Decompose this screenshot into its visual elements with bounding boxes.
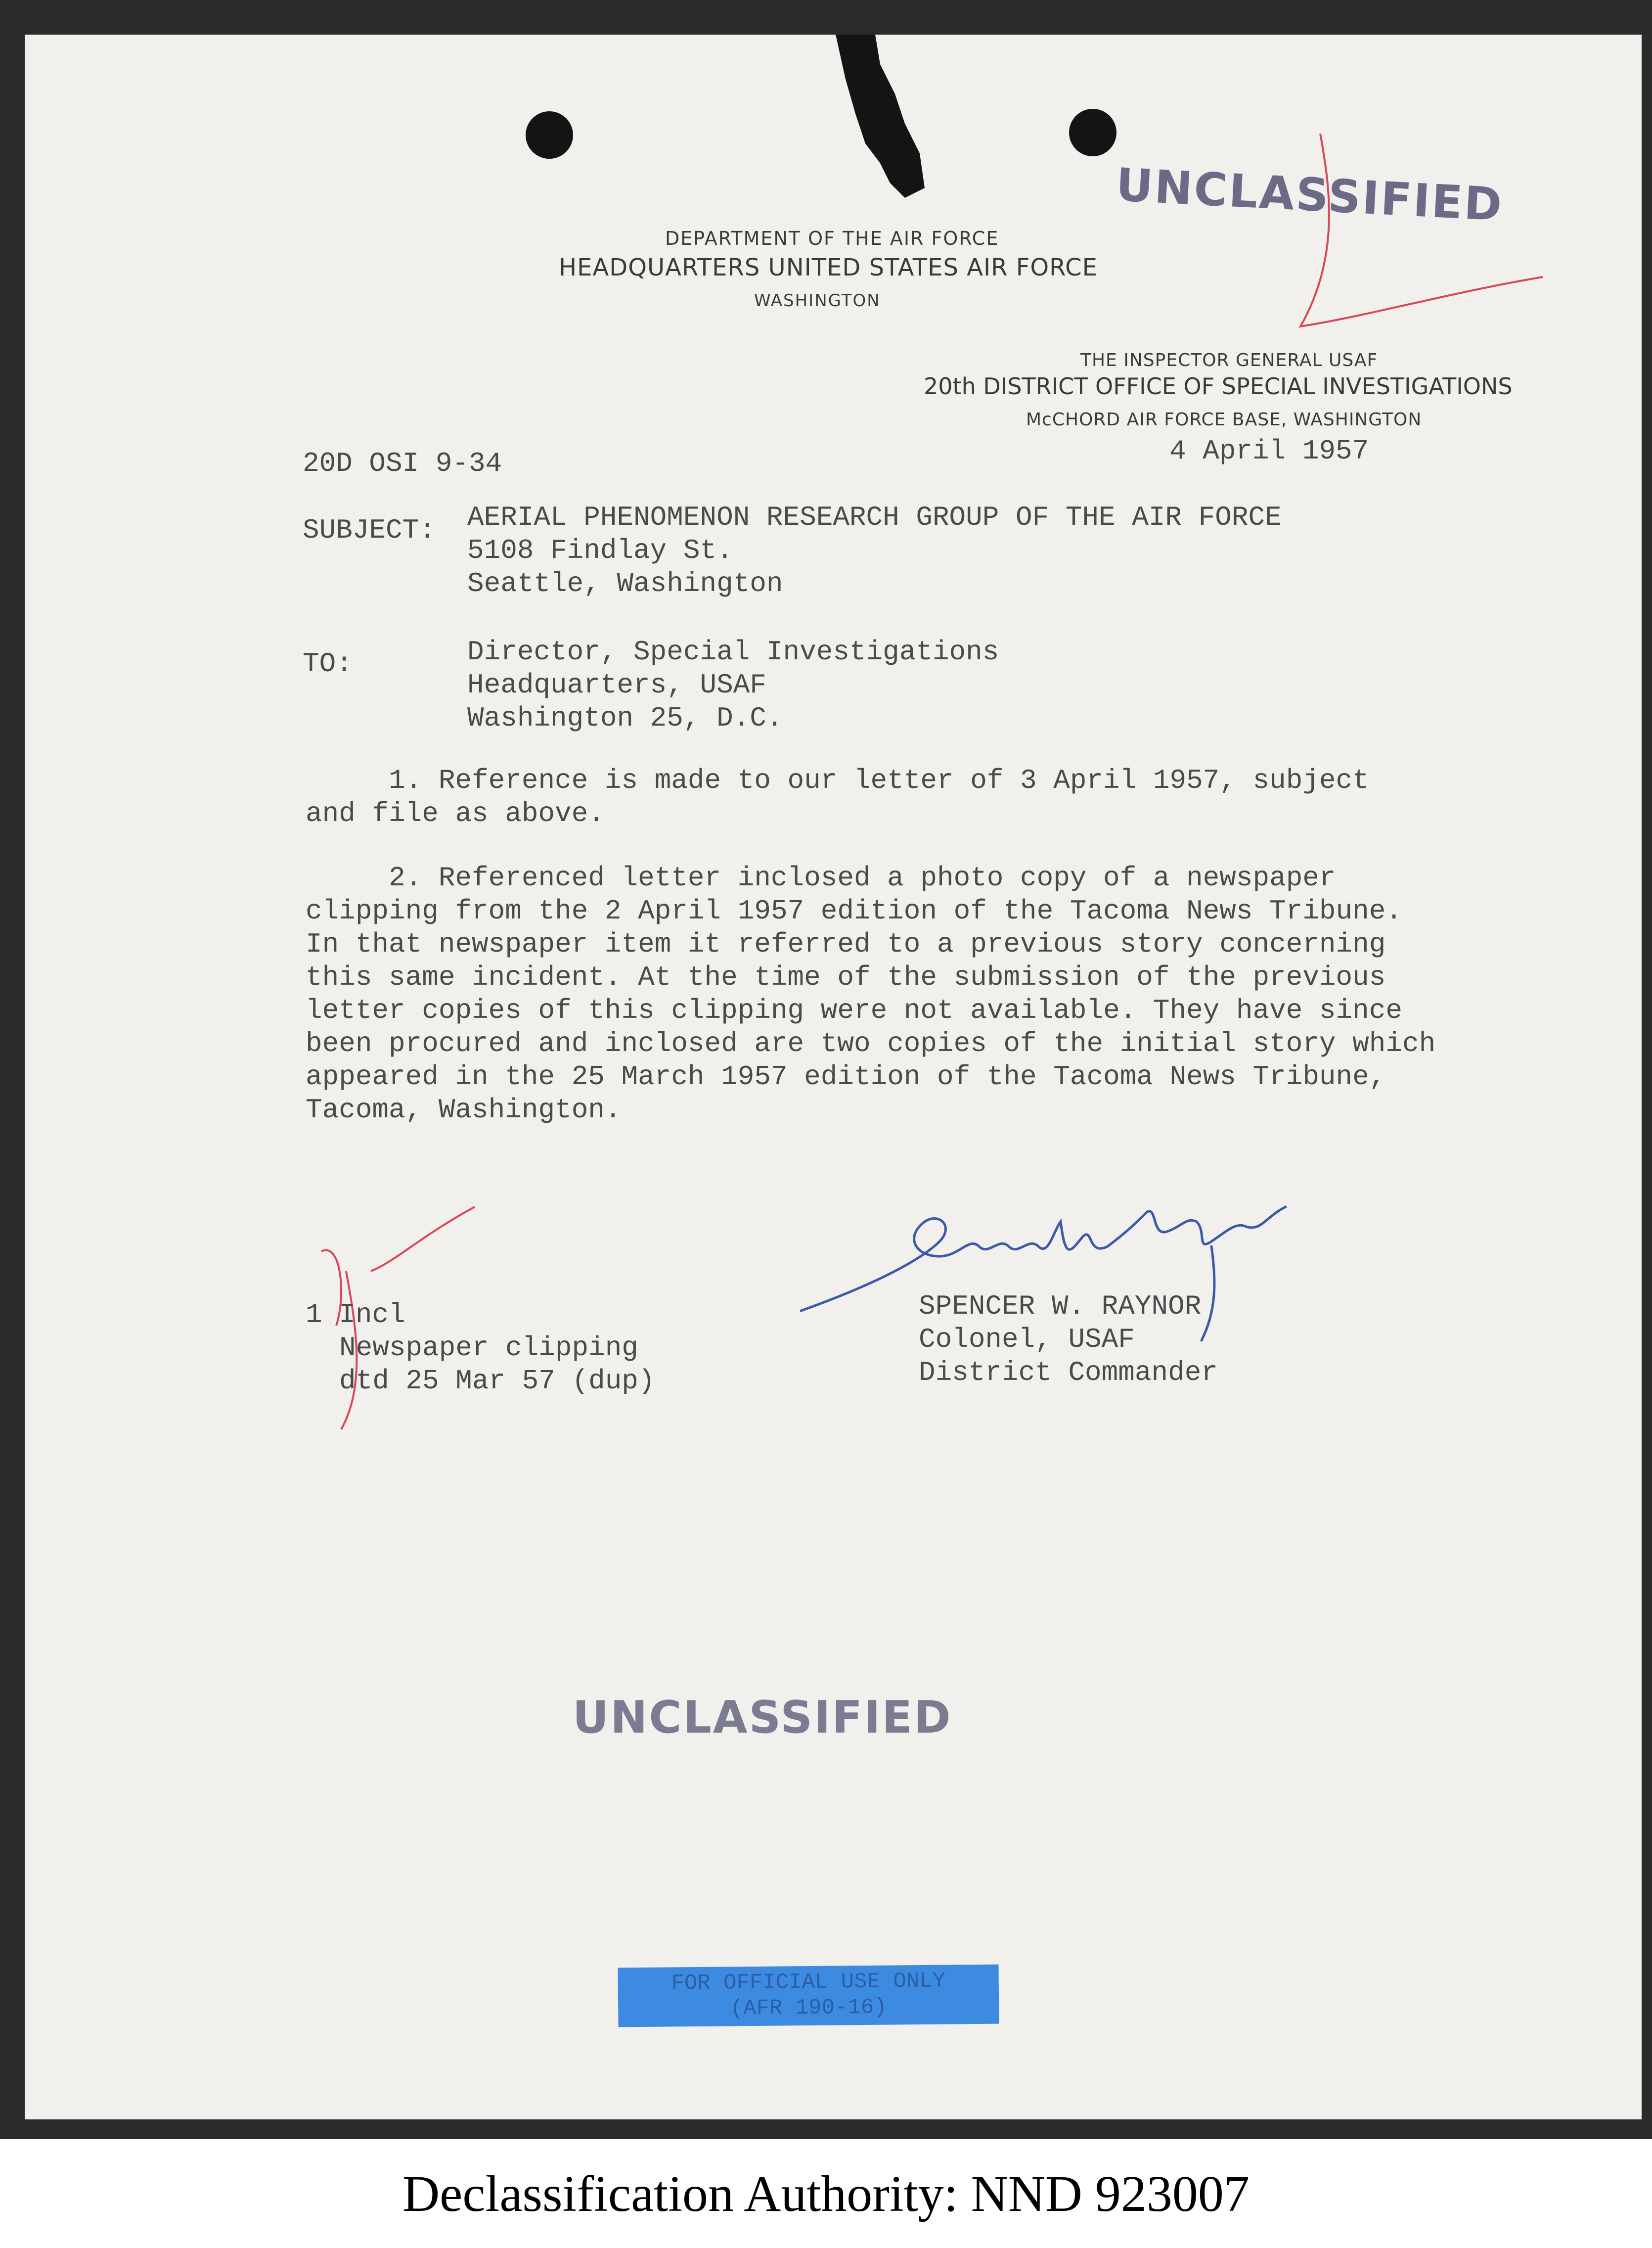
declassification-authority: Declassification Authority: NND 923007 — [402, 2165, 1250, 2222]
paragraph-line: been procured and inclosed are two copies of the initial story which — [306, 1028, 1436, 1059]
fouo-line-2: (AFR 190-16) — [730, 1995, 887, 2021]
signer-rank: Colonel, USAF — [919, 1324, 1135, 1355]
subject-block — [467, 501, 1282, 600]
letterhead-department: DEPARTMENT OF THE AIR FORCE — [665, 228, 999, 249]
letterhead-headquarters: HEADQUARTERS UNITED STATES AIR FORCE — [559, 254, 1098, 281]
paragraph-line: Tacoma, Washington. — [306, 1094, 622, 1126]
paragraph-line: letter copies of this clipping were not available. They have since — [306, 995, 1402, 1026]
paragraph-line: clipping from the 2 April 1957 edition of the Tacoma News Tribune. — [306, 895, 1402, 927]
paragraph-1 — [306, 764, 1369, 830]
paragraph-line: 1. Reference is made to our letter of 3 April 1957, subject — [389, 765, 1369, 796]
red-pencil-mark — [1266, 129, 1553, 386]
signer-title: District Commander — [919, 1357, 1218, 1388]
paragraph-line: In that newspaper item it referred to a previous story concerning — [306, 928, 1386, 960]
signature-block — [919, 1290, 1218, 1389]
to-line: Director, Special Investigations — [467, 636, 999, 668]
paragraph-line: this same incident. At the time of the submission of the previous — [306, 962, 1386, 993]
signer-name: SPENCER W. RAYNOR — [919, 1290, 1202, 1322]
paragraph-line: 2. Referenced letter inclosed a photo copy of a newspaper — [389, 862, 1336, 894]
torn-paper-mark — [821, 35, 935, 203]
to-block — [467, 636, 999, 735]
punch-hole-left — [526, 111, 573, 159]
office-base: McCHORD AIR FORCE BASE, WASHINGTON — [1026, 410, 1422, 430]
enclosure-line: Newspaper clipping — [339, 1332, 638, 1364]
to-line: Washington 25, D.C. — [467, 702, 783, 734]
paragraph-line: and file as above. — [306, 798, 605, 829]
enclosure-block — [306, 1298, 655, 1398]
subject-label: SUBJECT: — [303, 514, 436, 546]
paragraph-2 — [306, 862, 1435, 1127]
letterhead-city: WASHINGTON — [754, 291, 881, 311]
footer-bar — [0, 2139, 1652, 2248]
office-inspector-general: THE INSPECTOR GENERAL USAF — [1080, 350, 1378, 370]
subject-line: AERIAL PHENOMENON RESEARCH GROUP OF THE AIR FORCE — [467, 502, 1282, 533]
subject-line: 5108 Findlay St. — [467, 535, 733, 566]
file-reference: 20D OSI 9-34 — [303, 448, 502, 479]
subject-line: Seattle, Washington — [467, 568, 783, 599]
office-district: 20th DISTRICT OFFICE OF SPECIAL INVESTIGATIONS — [924, 373, 1513, 400]
unclassified-stamp-top: UNCLASSIFIED — [1115, 158, 1505, 231]
paragraph-line: appeared in the 25 March 1957 edition of the Tacoma News Tribune, — [306, 1061, 1386, 1093]
fouo-line-1: FOR OFFICIAL USE ONLY — [671, 1969, 946, 1996]
to-label: TO: — [303, 648, 353, 680]
enclosure-line: 1 Incl — [306, 1299, 405, 1330]
fouo-tape — [618, 1965, 999, 2027]
enclosure-line: dtd 25 Mar 57 (dup) — [339, 1365, 655, 1397]
letter-date: 4 April 1957 — [1169, 435, 1369, 467]
to-line: Headquarters, USAF — [467, 669, 766, 701]
unclassified-stamp-bottom: UNCLASSIFIED — [573, 1692, 952, 1743]
punch-hole-right — [1069, 109, 1116, 156]
